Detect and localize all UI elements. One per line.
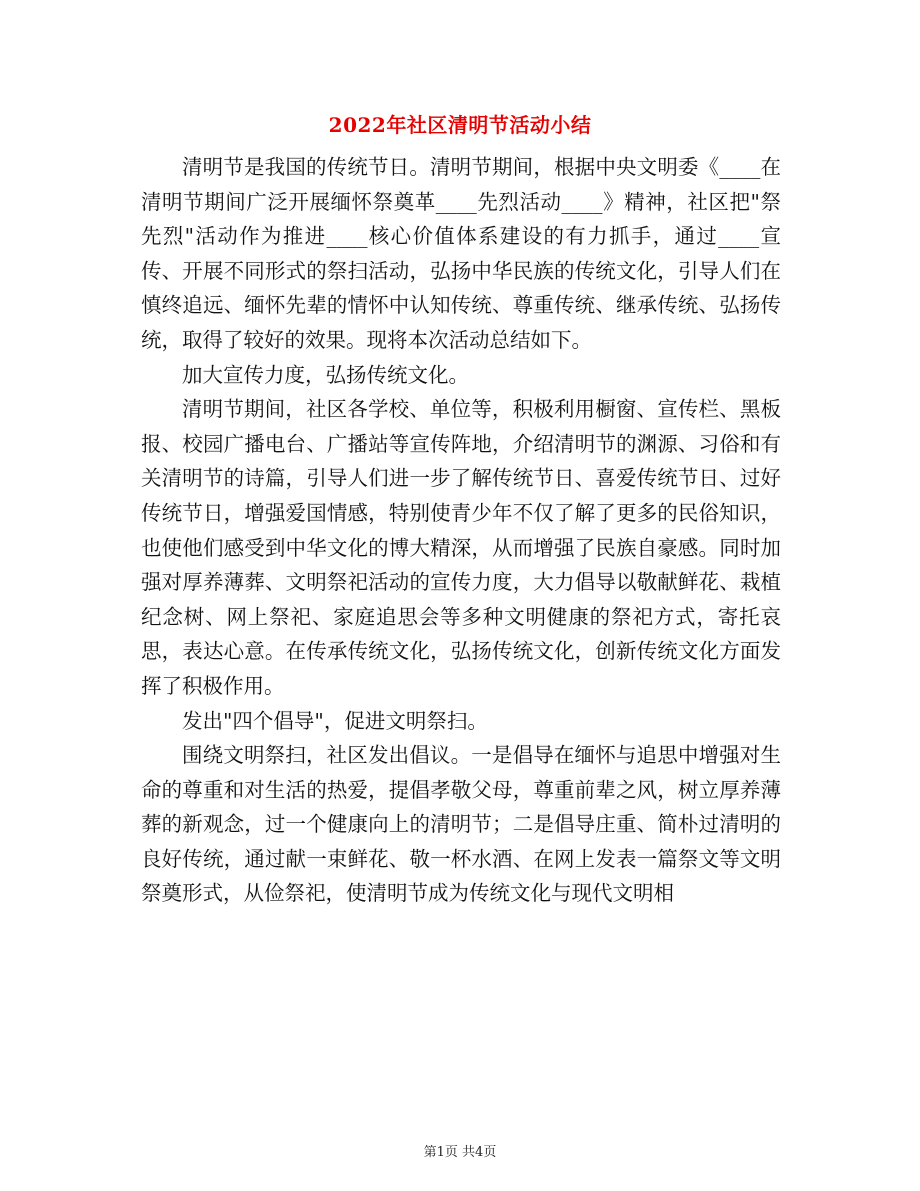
document-title: 2022年社区清明节活动小结: [328, 113, 592, 137]
paragraph-initiatives: 围绕文明祭扫，社区发出倡议。一是倡导在缅怀与追思中增强对生命的尊重和对生活的热爱，提倡孝敬父母，尊重前辈之风，树立厚养薄葬的新观念，过一个健康向上的清明节；二是倡导庄重、简朴过清明的良好传统，通过献一束鲜花、敬一杯水酒、在网上发表一篇祭文等文明祭奠形式，从俭祭祀，使清明节成为传统文化与现代文明相: [141, 743, 781, 906]
paragraph-intro: 清明节是我国的传统节日。清明节期间，根据中央文明委《____在清明节期间广泛开展缅怀祭奠革____先烈活动____》精神，社区把"祭先烈"活动作为推进____核心价值体系建设的有力抓手，通过____宣传、开展不同形式的祭扫活动，弘扬中华民族的传统文化，引导人们在慎终追远、缅怀先辈的情怀中认知传统、尊重传统、继承传统、弘扬传统，取得了较好的效果。现将本次活动总结如下。: [141, 155, 781, 352]
paragraph-publicity: 清明节期间，社区各学校、单位等，积极利用橱窗、宣传栏、黑板报、校园广播电台、广播站等宣传阵地，介绍清明节的渊源、习俗和有关清明节的诗篇，引导人们进一步了解传统节日、喜爱传统节日、过好传统节日，增强爱国情感，特别使青少年不仅了解了更多的民俗知识，也使他们感受到中华文化的博大精深，从而增强了民族自豪感。同时加强对厚养薄葬、文明祭祀活动的宣传力度，大力倡导以敬献鲜花、栽植纪念树、网上祭祀、家庭追思会等多种文明健康的祭祀方式，寄托哀思，表达心意。在传承传统文化，弘扬传统文化，创新传统文化方面发挥了积极作用。: [141, 397, 781, 698]
section-heading-publicity: 加大宣传力度，弘扬传统文化。: [182, 362, 469, 387]
section-heading-four-initiatives: 发出"四个倡导"，促进文明祭扫。: [182, 708, 488, 733]
page-number-footer: 第1页 共4页: [423, 1145, 497, 1160]
document-body: [141, 150, 781, 911]
